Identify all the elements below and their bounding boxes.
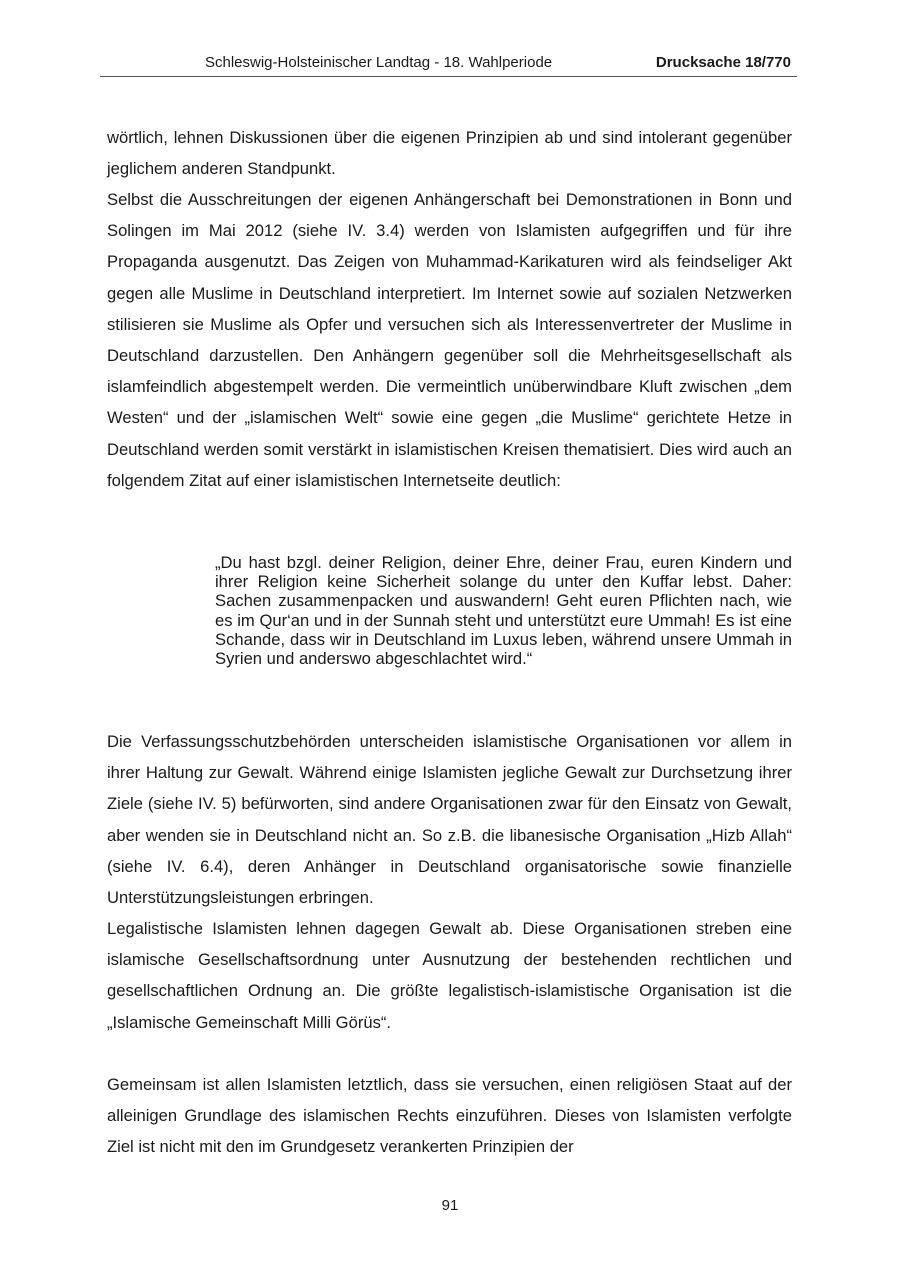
header-title: Schleswig-Holsteinischer Landtag - 18. Wahlperiode <box>205 54 553 71</box>
block-quote: „Du hast bzgl. deiner Religion, deiner Ehre, deiner Frau, euren Kindern und ihrer Religion keine Sicherheit solange du unter den Kuffar lebst. Daher: Sachen zusammenpacken und auswandern! Geht euren Pflichten nach, wie es im Qur‘an und in der Sunnah steht und unterstützt eure Ummah! Es ist eine Schande, dass wir in Deutschland im Luxus leben, während unsere Ummah in Syrien und anderswo abgeschlachtet wird.“ <box>215 553 792 669</box>
paragraph-1: wörtlich, lehnen Diskussionen über die eigenen Prinzipien ab und sind intolerant gegenüber jeglichem anderen Standpunkt. <box>107 128 792 179</box>
paragraph-5: Gemeinsam ist allen Islamisten letztlich, dass sie versuchen, einen religiösen Staat auf der alleinigen Grundlage des islamischen Rechts einzuführen. Dieses von Islamisten verfolgte Ziel ist nicht mit den im Grundgesetz verankerten Prinzipien der <box>107 1075 792 1157</box>
page-header <box>100 52 797 77</box>
paragraph-3: Die Verfassungsschutzbehörden unterscheiden islamistische Organisationen vor allem in ihrer Haltung zur Gewalt. Während einige Islamisten jegliche Gewalt zur Durchsetzung ihrer Ziele (siehe IV. 5) befürworten, sind andere Organisationen zwar für den Einsatz von Gewalt, aber wenden sie in Deutschland nicht an. So z.B. die libanesische Organisation „Hizb Allah“ (siehe IV. 6.4), deren Anhänger in Deutschland organisatorische sowie finanzielle Unterstützungsleistungen erbringen. <box>107 732 792 908</box>
document-number: Drucksache 18/770 <box>655 54 791 71</box>
paragraph-2: Selbst die Ausschreitungen der eigenen Anhängerschaft bei Demonstrationen in Bonn und Solingen im Mai 2012 (siehe IV. 3.4) werden von Islamisten aufgegriffen und für ihre Propaganda ausgenutzt. Das Zeigen von Muhammad-Karikaturen wird als feindseliger Akt gegen alle Muslime in Deutschland interpretiert. Im Internet sowie auf sozialen Netzwerken stilisieren sie Muslime als Opfer und versuchen sich als Interessenvertreter der Muslime in Deutschland darzustellen. Den Anhängern gegenüber soll die Mehrheitsgesellschaft als islamfeindlich abgestempelt werden. Die vermeintlich unüberwindbare Kluft zwischen „dem Westen“ und der „islamischen Welt“ sowie eine gegen „die Muslime“ gerichtete Hetze in Deutschland werden somit verstärkt in islamistischen Kreisen thematisiert. Dies wird auch an folgendem Zitat auf einer islamistischen Internetseite deutlich: <box>107 190 792 490</box>
paragraph-4: Legalistische Islamisten lehnen dagegen Gewalt ab. Diese Organisationen streben eine islamische Gesellschaftsordnung unter Ausnutzung der bestehenden rechtlichen und gesellschaftlichen Ordnung an. Die größte legalistisch-islamistische Organisation ist die „Islamische Gemeinschaft Milli Görüs“. <box>107 919 792 1032</box>
page-number: 91 <box>441 1197 459 1214</box>
